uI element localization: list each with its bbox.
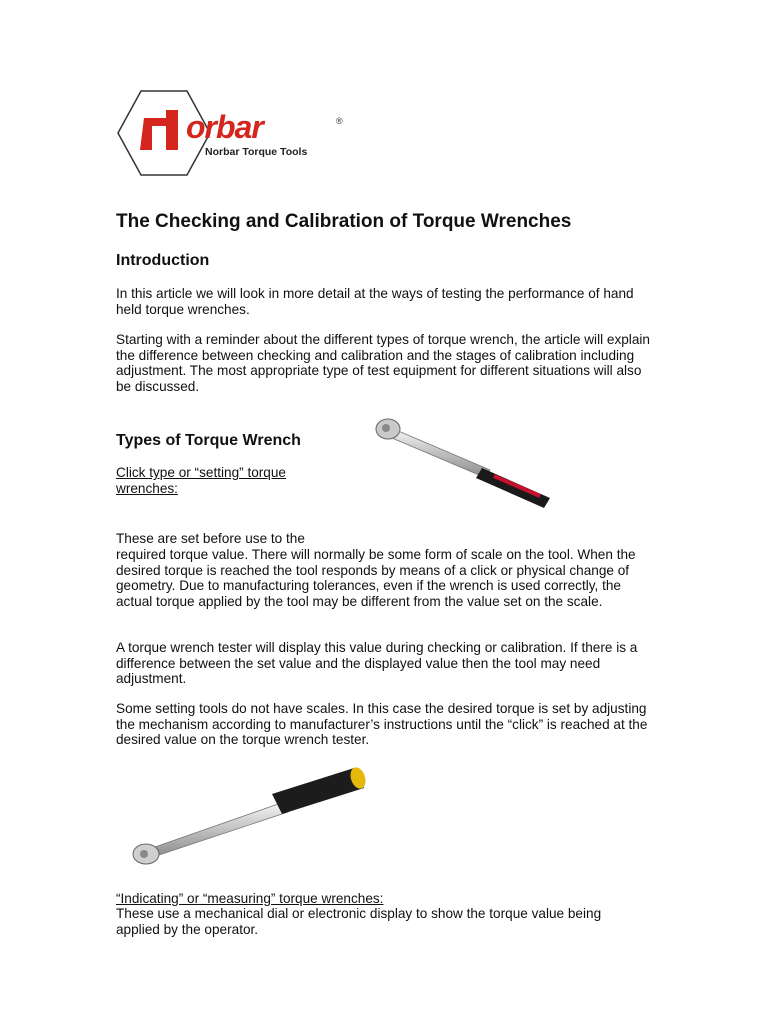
indicating-subheading: “Indicating” or “measuring” torque wrenches: — [116, 891, 384, 906]
document-title: The Checking and Calibration of Torque Wrenches — [116, 211, 572, 232]
introduction-heading: Introduction — [116, 252, 210, 269]
intro-paragraph-2: Starting with a reminder about the different types of torque wrench, the article will explain the difference between checking and calibration and the stages of calibration including adjustment. The most appropriate type of test equipment for different situations will also be discussed. — [116, 332, 650, 394]
norbar-logo — [114, 86, 350, 180]
click-type-subheading: Click type or “setting” torque wrenches: — [116, 465, 286, 496]
no-scale-paragraph: Some setting tools do not have scales. In this case the desired torque is set by adjusting the mechanism according to manufacturer’s instructions until the “click” is reached at the desired value on the torque wrench tester. — [116, 701, 648, 747]
indicating-wrench-icon — [116, 752, 382, 878]
tester-paragraph: A torque wrench tester will display this value during checking or calibration. If there is a difference between the set value and the displayed value then the tool may need adjustment. — [116, 640, 638, 686]
types-heading: Types of Torque Wrench — [116, 432, 301, 449]
intro-paragraph-1: In this article we will look in more detail at the ways of testing the performance of hand held torque wrenches. — [116, 286, 634, 317]
indicating-torque-wrench-image — [116, 752, 382, 878]
click-wrench-icon — [372, 416, 552, 512]
indicating-paragraph: These use a mechanical dial or electronic display to show the torque value being applied by the operator. — [116, 906, 602, 937]
click-para-rest: required torque value. There will normally be some form of scale on the tool. When the desired torque is reached the tool responds by means of a click or physical change of geometry. Due to manufacturing tolerances, even if the wrench is used correctly, the actual torque applied by the tool may be different from the value set on the scale. — [116, 547, 636, 609]
click-para-lead: These are set before use to the — [116, 531, 305, 546]
logo-brand-text: orbar — [186, 109, 263, 145]
registered-mark: ® — [336, 116, 343, 126]
logo-subtitle: Norbar Torque Tools — [205, 146, 308, 158]
click-torque-wrench-image — [372, 416, 552, 512]
